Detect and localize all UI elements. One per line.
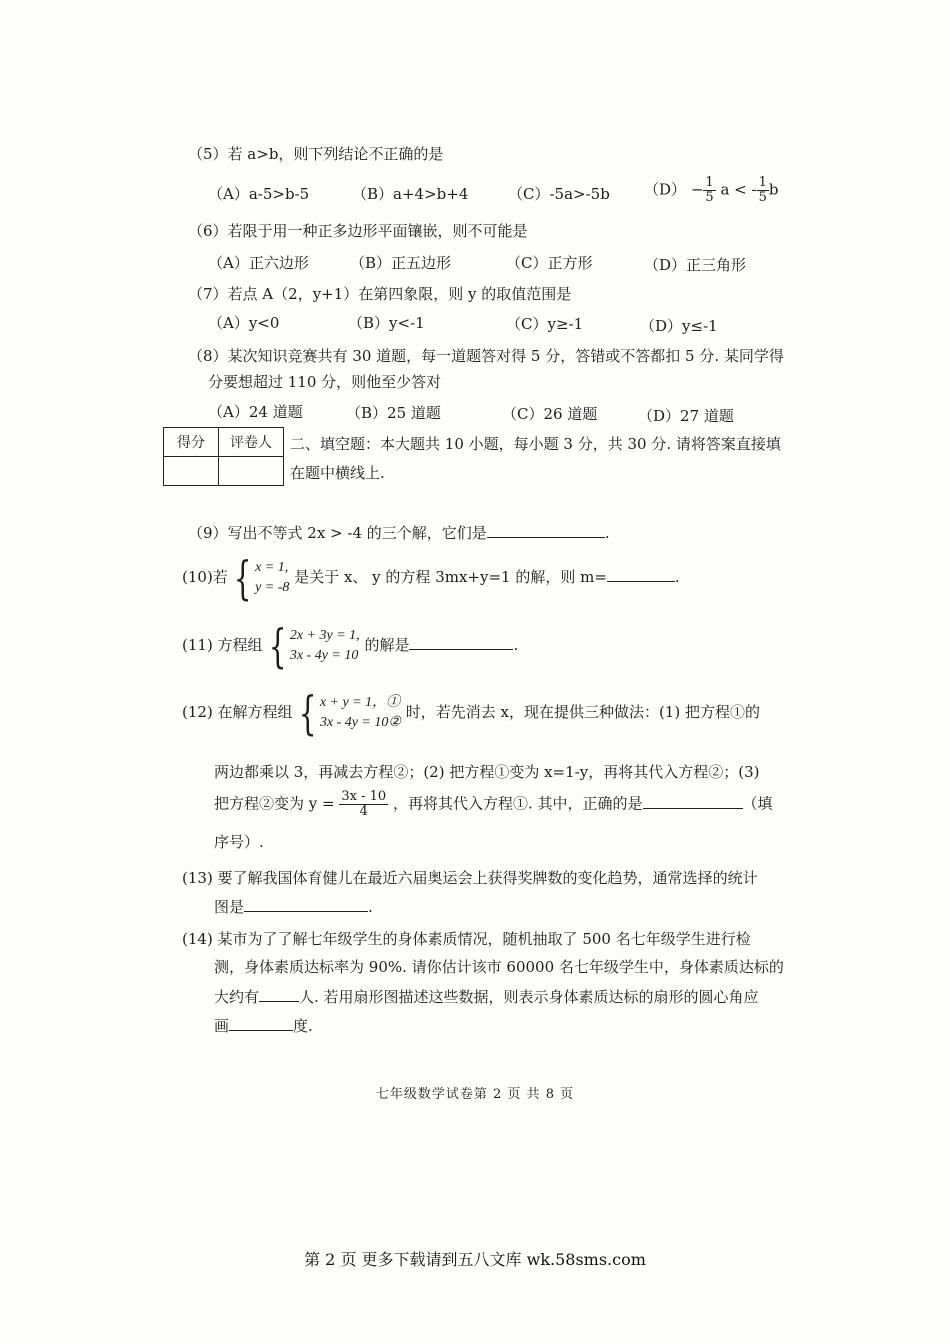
q10-prefix: (10)若 xyxy=(182,568,228,586)
q7-option-a: （A）y<0 xyxy=(208,314,280,332)
section2-heading-line1: 二、填空题：本大题共 10 小题，每小题 3 分，共 30 分. 请将答案直接填 xyxy=(290,435,781,453)
q10-end: . xyxy=(674,568,680,586)
q8-stem-line2: 分要想超过 110 分，则他至少答对 xyxy=(208,373,442,391)
q12-line1 xyxy=(182,686,760,740)
q11-suffix: 的解是 xyxy=(364,636,410,654)
q10 xyxy=(182,551,680,605)
q13-line2 xyxy=(214,897,373,917)
q10-system xyxy=(228,551,290,605)
q10-eq2: y = -8 xyxy=(255,580,290,595)
q5-d-fraction-1: $\frac{1}{5}$ xyxy=(705,175,714,205)
q11-eq2: 3x - 4y = 10 xyxy=(289,648,359,663)
q11-end: . xyxy=(513,636,519,654)
q5-option-d-mid: a < - xyxy=(720,180,757,199)
q13-answer-blank[interactable] xyxy=(244,897,368,912)
q5-option-a: （A）a-5>b-5 xyxy=(208,185,310,203)
grader-cell xyxy=(219,457,284,486)
q5-option-d-label: （D） xyxy=(644,180,687,199)
q6-option-b: （B）正五边形 xyxy=(350,254,452,272)
q9 xyxy=(188,523,610,543)
score-cell xyxy=(164,457,219,486)
q12-line3b: ，再将其代入方程①. 其中，正确的是 xyxy=(392,794,643,813)
score-header: 得分 xyxy=(164,428,219,457)
q5-option-b: （B）a+4>b+4 xyxy=(352,185,469,203)
left-brace-icon: { xyxy=(233,551,252,605)
q14-answer-blank-2[interactable] xyxy=(229,1016,293,1031)
q8-option-c: （C）26 道题 xyxy=(502,405,598,423)
q12-system xyxy=(293,686,401,740)
q8-stem-line1: （8）某次知识竞赛共有 30 道题，每一道题答对得 5 分，答错或不答都扣 5 分. 某同学得 xyxy=(188,347,784,365)
q5-option-d-end: b xyxy=(768,180,779,199)
q12-line3 xyxy=(214,790,773,819)
left-brace-icon: { xyxy=(298,686,316,740)
q8-option-d: （D）27 道题 xyxy=(638,407,734,425)
q13-end: . xyxy=(368,898,373,916)
footer-text: 第 2 页 更多下载请到五八文库 wk.58sms.com xyxy=(304,1250,646,1269)
q12-line3c: （填 xyxy=(742,794,773,813)
q7-option-c: （C）y≥-1 xyxy=(506,315,584,333)
q14-line1: (14) 某市为了了解七年级学生的身体素质情况，随机抽取了 500 名七年级学生进行检 xyxy=(182,930,751,948)
q11-system xyxy=(263,619,360,673)
q14-line4b: 度. xyxy=(293,1017,313,1035)
q12-line4: 序号）. xyxy=(214,833,264,851)
q11-eq1: 2x + 3y = 1, xyxy=(289,628,360,643)
q6-stem: （6）若限于用一种正多边形平面镶嵌，则不可能是 xyxy=(188,222,528,240)
q12-eq2: 3x - 4y = 10② xyxy=(319,715,401,730)
q6-option-a: （A）正六边形 xyxy=(208,254,309,272)
q10-eq1: x = 1, xyxy=(255,560,289,575)
q14-line3b: 人. 若用扇形图描述这些数据，则表示身体素质达标的扇形的圆心角应 xyxy=(299,988,759,1006)
q14-line4 xyxy=(214,1016,313,1036)
q9-answer-blank[interactable] xyxy=(487,523,605,538)
q12-suffix: 时，若先消去 x，现在提供三种做法：(1) 把方程①的 xyxy=(405,703,760,721)
q7-option-d: （D）y≤-1 xyxy=(640,317,718,335)
q12-fraction: $\frac{3x - 10}{4}$ xyxy=(341,789,387,819)
section2-heading-line2: 在题中横线上. xyxy=(290,464,385,482)
q14-line2: 测，身体素质达标率为 90%. 请你估计该市 60000 名七年级学生中，身体素质达标的 xyxy=(214,958,784,976)
q12-prefix: (12) 在解方程组 xyxy=(182,703,293,721)
q13-line1: (13) 要了解我国体育健儿在最近六届奥运会上获得奖牌数的变化趋势，通常选择的统计 xyxy=(182,869,758,887)
q5-option-c: （C）-5a>-5b xyxy=(508,185,610,203)
q13-line2a: 图是 xyxy=(214,898,245,916)
q12-eq1: x + y = 1，① xyxy=(319,695,401,710)
q5-stem: （5）若 a>b，则下列结论不正确的是 xyxy=(188,145,444,163)
q14-line3a: 大约有 xyxy=(214,988,260,1006)
score-table xyxy=(163,427,284,486)
q12-line3a: 把方程②变为 y = xyxy=(214,794,335,813)
exam-page-number: 七年级数学试卷第 2 页 共 8 页 xyxy=(375,1087,575,1102)
q12-answer-blank[interactable] xyxy=(643,794,743,809)
q7-option-b: （B）y<-1 xyxy=(348,314,425,332)
left-brace-icon: { xyxy=(268,619,286,673)
q5-d-fraction-2: $\frac{1}{5}$ xyxy=(758,175,767,205)
q6-option-d: （D）正三角形 xyxy=(644,256,747,274)
q14-line4a: 画 xyxy=(214,1017,230,1035)
q14-answer-blank-1[interactable] xyxy=(259,987,299,1002)
q14-line3 xyxy=(214,987,759,1007)
q10-suffix: 是关于 x、 y 的方程 3mx+y=1 的解，则 m= xyxy=(294,568,607,586)
q9-end: . xyxy=(604,524,610,542)
q9-stem: （9）写出不等式 2x > -4 的三个解，它们是 xyxy=(188,524,487,542)
q8-option-b: （B）25 道题 xyxy=(346,404,441,422)
q5-option-d: （D） − $\frac{1}{5}$ a < - $\frac{1}{5}$ b xyxy=(644,175,779,205)
q8-option-a: （A）24 道题 xyxy=(208,403,303,421)
q10-answer-blank[interactable] xyxy=(607,567,675,582)
q11-prefix: (11) 方程组 xyxy=(182,636,263,654)
q11 xyxy=(182,619,519,673)
q12-line2: 两边都乘以 3，再减去方程②；(2) 把方程①变为 x=1-y，再将其代入方程②；(3) xyxy=(214,763,760,781)
q11-answer-blank[interactable] xyxy=(409,635,513,650)
q6-option-c: （C）正方形 xyxy=(506,254,593,272)
grader-header: 评卷人 xyxy=(219,428,284,457)
q7-stem: （7）若点 A（2，y+1）在第四象限，则 y 的取值范围是 xyxy=(188,285,572,303)
